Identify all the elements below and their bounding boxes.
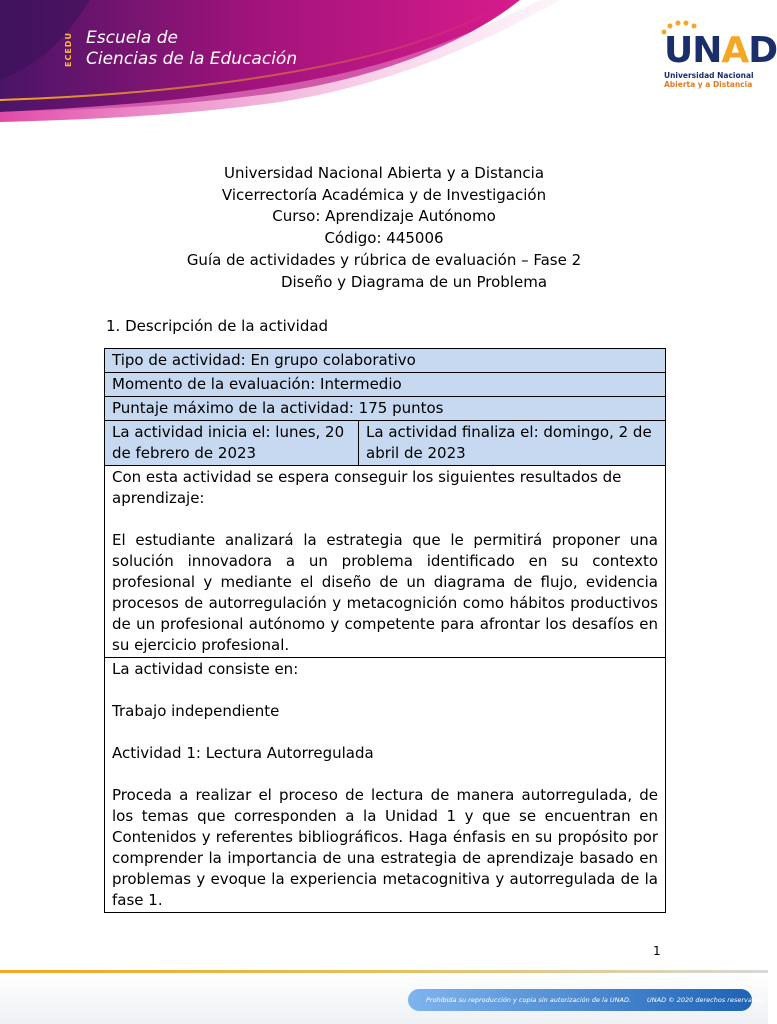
title-vicerrectoria: Vicerrectoría Académica y de Investigación [221, 185, 547, 204]
row-consiste [105, 658, 665, 912]
resultados-label: Con esta actividad se espera conseguir los siguientes resultados de aprendizaje: [112, 468, 622, 507]
logo-subtitle-2: Abierta y a Distancia [664, 80, 753, 89]
footer-copyright: UNAD © 2020 derechos reservados. [647, 996, 766, 1004]
ecedu-tag: ECEDU [64, 32, 73, 68]
school-name [86, 28, 297, 70]
fecha-inicio-value: lunes, 20 de febrero de 2023 [112, 423, 345, 462]
logo-letter-d: D [748, 30, 777, 71]
title-course: Curso: Aprendizaje Autónomo [272, 207, 496, 226]
document-title-block [0, 163, 768, 293]
title-code: Código: 445006 [324, 229, 444, 248]
header-banner [0, 0, 777, 125]
row-tipo-actividad: Tipo de actividad: En grupo colaborativo [105, 349, 665, 373]
logo-letter-n: N [692, 30, 722, 71]
actividad-1-heading: Actividad 1: Lectura Autorregulada [112, 744, 374, 762]
cell-fecha-fin [359, 421, 665, 465]
section-heading: 1. Descripción de la actividad [106, 317, 329, 335]
footer-notice-pill [408, 989, 766, 1011]
row-puntaje: Puntaje máximo de la actividad: 175 puntos [105, 397, 665, 421]
actividad-1-text: Proceda a realizar el proceso de lectura de manera autorregulada, de los temas que corresponden a la Unidad 1 y que se encuentran en Contenidos y referentes bibliográficos. Haga énfasis en su propósito por comprender la importancia de una estrategia de aprendizaje basado en problemas y evoque la experiencia metacognitiva y autorregulada de la fase 1. [112, 786, 658, 909]
cell-fecha-inicio [105, 421, 359, 465]
activity-table [104, 348, 666, 913]
row-momento-evaluacion: Momento de la evaluación: Intermedio [105, 373, 665, 397]
school-name-line2: Ciencias de la Educación [86, 49, 298, 69]
title-phase-name: Diseño y Diagrama de un Problema [280, 272, 548, 291]
consiste-label: La actividad consiste en: [112, 660, 299, 678]
footer-notice: Prohibida su reproducción y copia sin autorización de la UNAD. [426, 996, 632, 1004]
row-fechas [105, 421, 665, 466]
school-name-line1: Escuela de [86, 28, 178, 48]
fecha-fin-label: La actividad finaliza el: [366, 423, 539, 441]
title-university: Universidad Nacional Abierta y a Distancia [223, 164, 545, 182]
row-resultados [105, 466, 665, 658]
trabajo-independiente: Trabajo independiente [112, 702, 280, 720]
logo-subtitle-1: Universidad Nacional [664, 71, 754, 80]
logo-letter-a: A [721, 30, 749, 71]
logo-wordmark [664, 30, 777, 71]
resultados-text: El estudiante analizará la estrategia que le permitirá proponer una solución innovadora a un problema identificado en su contexto profesional y mediante el diseño de un diagrama de flujo, evidencia procesos de autorregulación y metacognición como hábitos productivos de un profesional autónomo y competente para afrontar los desafíos en su ejercicio profesional. [112, 531, 658, 654]
page-number: 1 [653, 944, 661, 958]
title-guide: Guía de actividades y rúbrica de evaluación – Fase 2 [186, 250, 582, 269]
unad-logo [658, 20, 777, 90]
fecha-fin-value: domingo, 2 de abril de 2023 [366, 423, 652, 462]
logo-letter-u: U [664, 30, 693, 71]
fecha-inicio-label: La actividad inicia el: [112, 423, 271, 441]
